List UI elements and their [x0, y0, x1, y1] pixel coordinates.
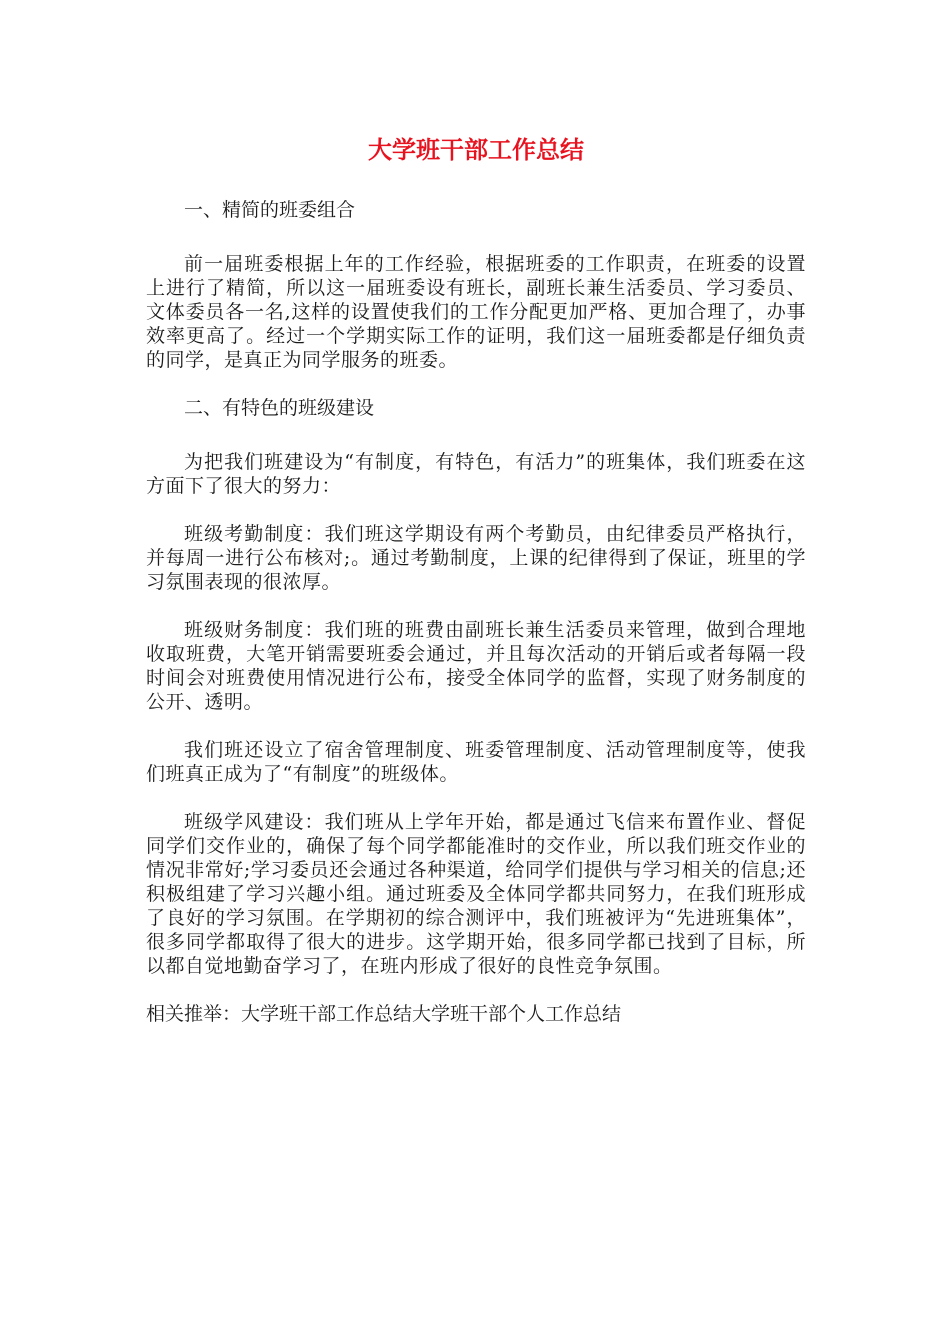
- paragraph-intro: 为把我们班建设为“有制度，有特色，有活力”的班集体，我们班委在这方面下了很大的努力：: [146, 451, 806, 497]
- paragraph-other-systems: 我们班还设立了宿舍管理制度、班委管理制度、活动管理制度等，使我们班真正成为了“有制度”的班级体。: [146, 739, 806, 785]
- document-body: [146, 134, 806, 1026]
- document-title: 大学班干部工作总结: [368, 136, 584, 164]
- paragraph-committee: 前一届班委根据上年的工作经验，根据班委的工作职责，在班委的设置上进行了精简，所以这一届班委设有班长，副班长兼生活委员、学习委员、文体委员各一名,这样的设置使我们的工作分配更加严格、更加合理了，办事效率更高了。经过一个学期实际工作的证明，我们这一届班委都是仔细负责的同学，是真正为同学服务的班委。: [146, 253, 806, 371]
- related-recommendations: 相关推举：大学班干部工作总结大学班干部个人工作总结: [146, 1003, 622, 1025]
- paragraph-finance: 班级财务制度：我们班的班费由副班长兼生活委员来管理，做到合理地收取班费，大笔开销需要班委会通过，并且每次活动的开销后或者每隔一段时间会对班费使用情况进行公布，接受全体同学的监督，实现了财务制度的公开、透明。: [146, 619, 806, 713]
- section-heading-2: 二、有特色的班级建设: [184, 397, 375, 419]
- paragraph-study: 班级学风建设：我们班从上学年开始，都是通过飞信来布置作业、督促同学们交作业的，确保了每个同学都能准时的交作业，所以我们班交作业的情况非常好;学习委员还会通过各种渠道，给同学们提供与学习相关的信息;还积极组建了学习兴趣小组。通过班委及全体同学都共同努力，在我们班形成了良好的学习氛围。在学期初的综合测评中，我们班被评为“先进班集体”，很多同学都取得了很大的进步。这学期开始，很多同学都已找到了目标，所以都自觉地勤奋学习了，在班内形成了很好的良性竞争氛围。: [146, 811, 806, 977]
- paragraph-attendance: 班级考勤制度：我们班这学期设有两个考勤员，由纪律委员严格执行，并每周一进行公布核对;。通过考勤制度，上课的纪律得到了保证，班里的学习氛围表现的很浓厚。: [146, 523, 806, 593]
- section-heading-1: 一、精简的班委组合: [184, 199, 356, 221]
